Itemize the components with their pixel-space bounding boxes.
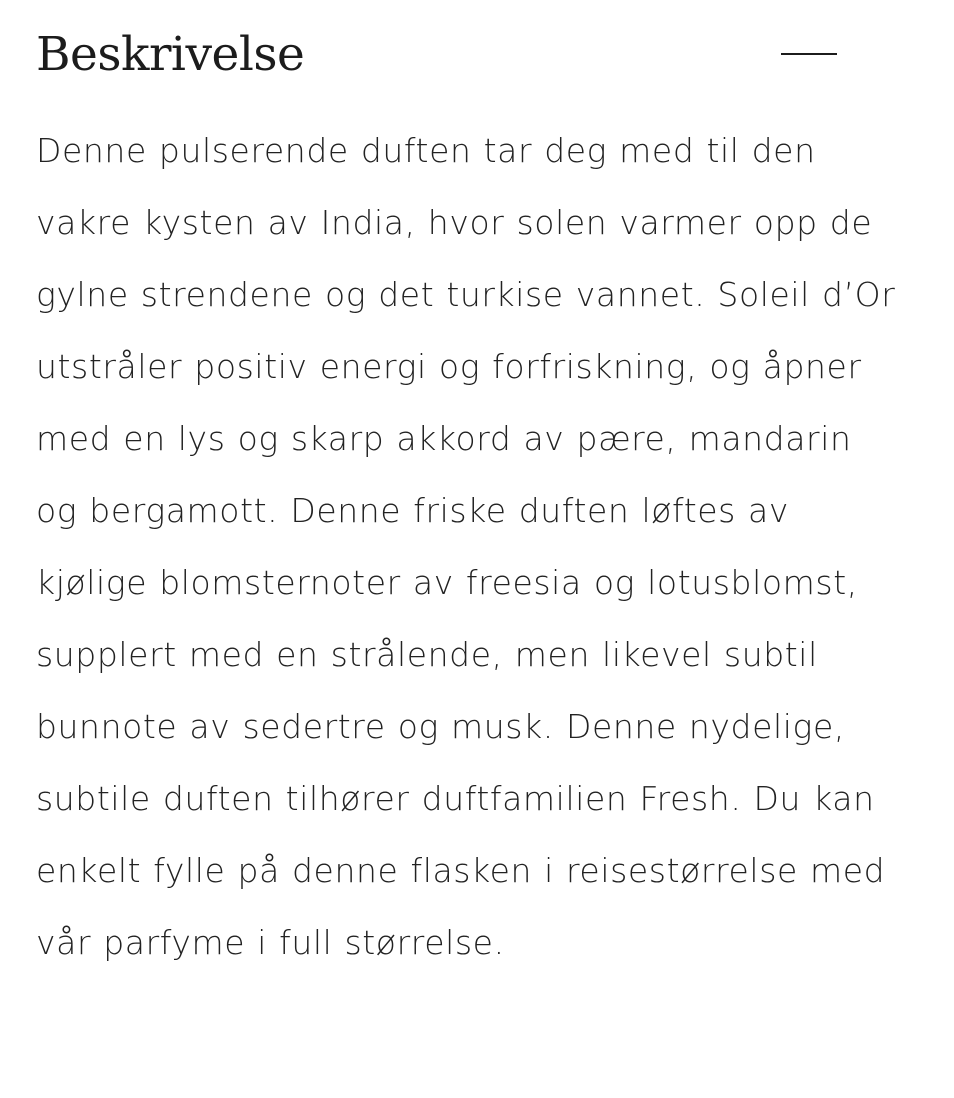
accordion-body xyxy=(36,115,896,979)
minus-icon xyxy=(781,53,837,55)
collapse-button[interactable] xyxy=(779,34,839,74)
description-text: Denne pulserende duften tar deg med til den vakre kysten av India, hvor solen varmer opp de gylne strendene og det turkise vannet. Soleil d’Or utstråler positiv energi og forfriskning, og åpner med en lys og skarp akkord av pære, mandarin og bergamott. Denne friske duften løftes av kjølige blomsternoter av freesia og lotusblomst, supplert med en strålende, men likevel subtil bunnote av sedertre og musk. Denne nydelige, subtile duften tilhører duftfamilien Fresh. Du kan enkelt fylle på denne flasken i reisestørrelse med vår parfyme i full størrelse. xyxy=(36,131,896,962)
section-title: Beskrivelse xyxy=(36,27,305,82)
